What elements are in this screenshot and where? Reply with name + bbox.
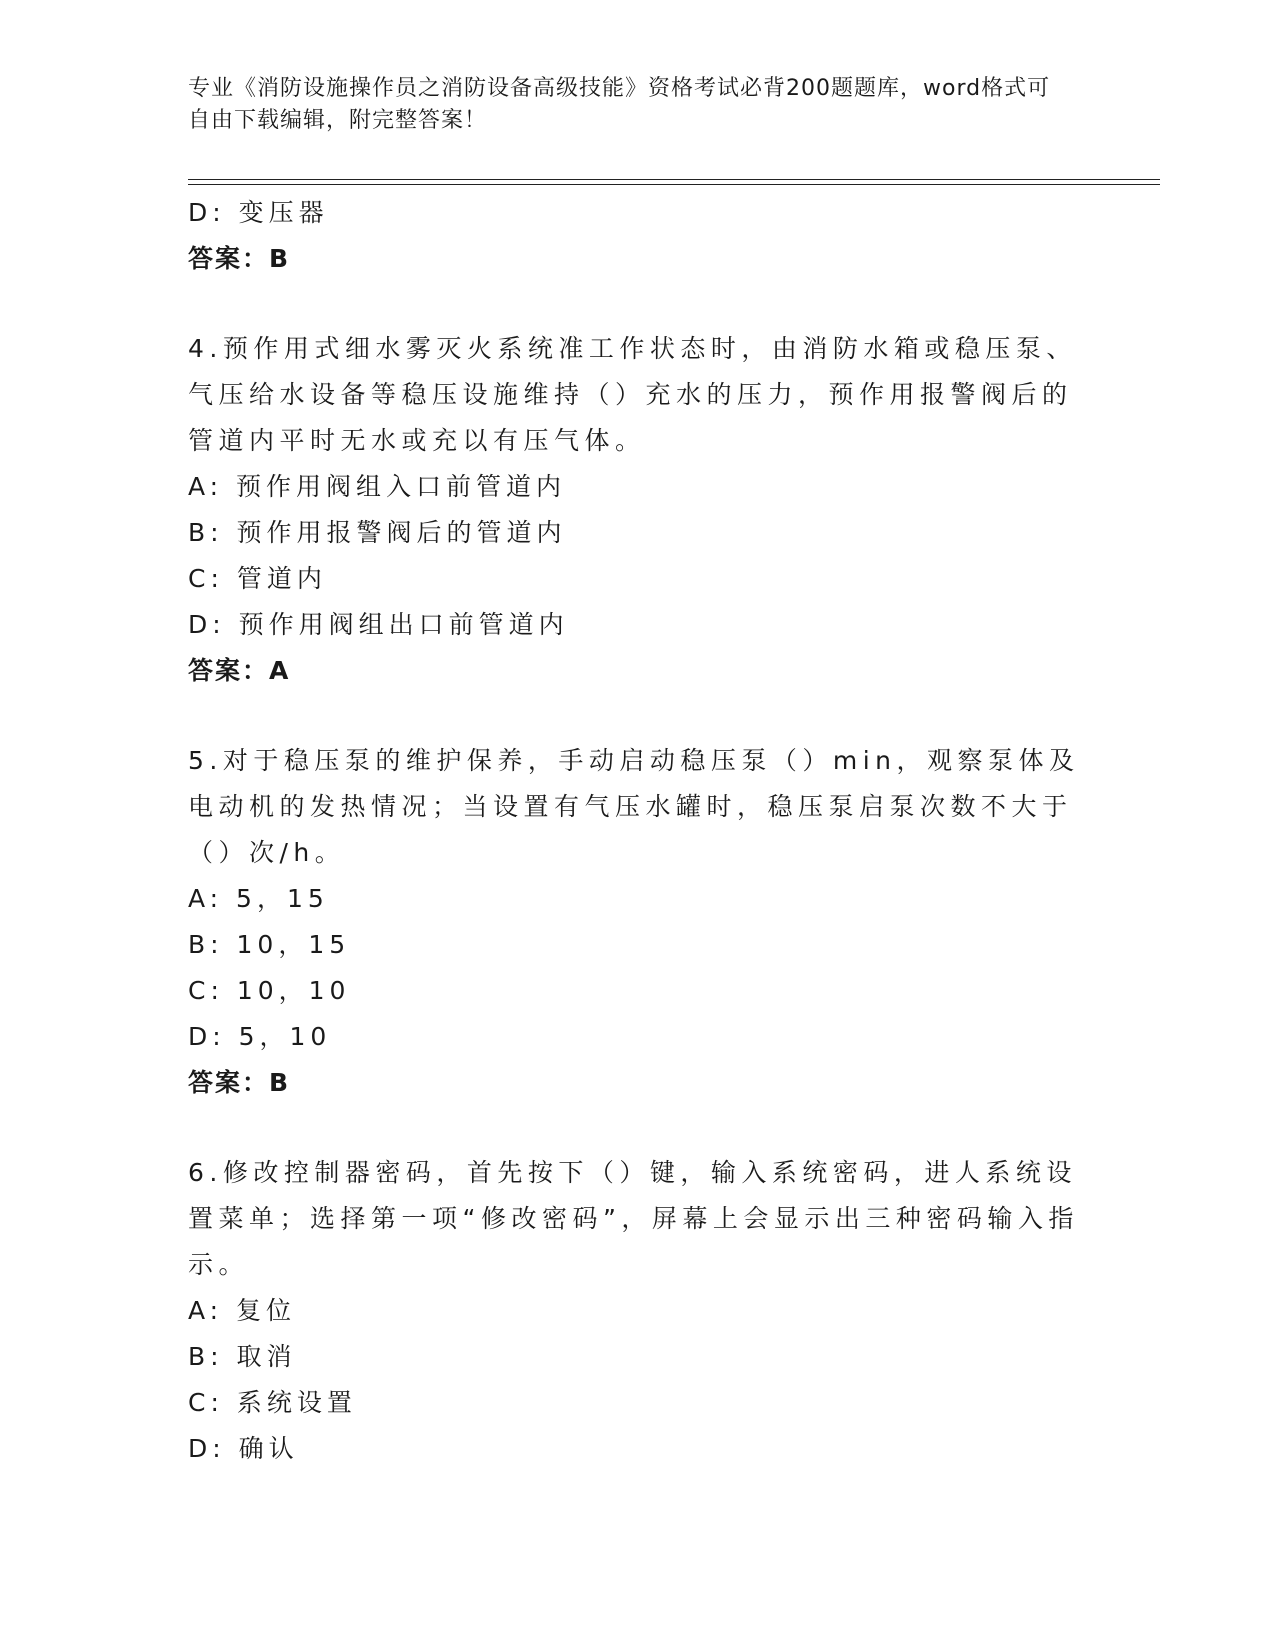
question-stem: 5.对于稳压泵的维护保养，手动启动稳压泵（）min，观察泵体及电动机的发热情况；当设置有气压水罐时，稳压泵启泵次数不大于（）次/h。	[188, 746, 1080, 867]
previous-question-tail	[188, 190, 1088, 282]
option-b: B: 预作用报警阀后的管道内	[188, 518, 567, 547]
option-c: C: 管道内	[188, 564, 327, 593]
option-a: A: 5，15	[188, 884, 329, 913]
answer: 答案：B	[188, 1068, 291, 1097]
option-b: B: 10，15	[188, 930, 351, 959]
answer: 答案：A	[188, 656, 291, 685]
question-stem: 6.修改控制器密码，首先按下（）键，输入系统密码，进人系统设置菜单；选择第一项“修改密码”，屏幕上会显示出三种密码输入指示。	[188, 1158, 1079, 1279]
answer: 答案：B	[188, 244, 291, 273]
document-header: 专业《消防设施操作员之消防设备高级技能》资格考试必背200题题库，word格式可自由下载编辑，附完整答案！	[188, 76, 1051, 133]
option-a: A: 复位	[188, 1296, 297, 1325]
header-divider-bottom	[188, 184, 1160, 185]
question-list	[188, 190, 1088, 1472]
option-d: D: 5，10	[188, 1022, 332, 1051]
header-divider-top	[188, 179, 1160, 180]
option-d: D: 预作用阀组出口前管道内	[188, 610, 569, 639]
option-c: C: 10，10	[188, 976, 351, 1005]
question-6	[188, 1150, 1088, 1472]
question-stem: 4.预作用式细水雾灭火系统准工作状态时，由消防水箱或稳压泵、气压给水设备等稳压设施维持（）充水的压力，预作用报警阀后的管道内平时无水或充以有压气体。	[188, 334, 1077, 455]
option-c: C: 系统设置	[188, 1388, 357, 1417]
option-d: D: 变压器	[188, 198, 329, 227]
option-a: A: 预作用阀组入口前管道内	[188, 472, 567, 501]
question-4	[188, 326, 1088, 694]
option-b: B: 取消	[188, 1342, 297, 1371]
option-d: D: 确认	[188, 1434, 299, 1463]
question-5	[188, 738, 1088, 1106]
